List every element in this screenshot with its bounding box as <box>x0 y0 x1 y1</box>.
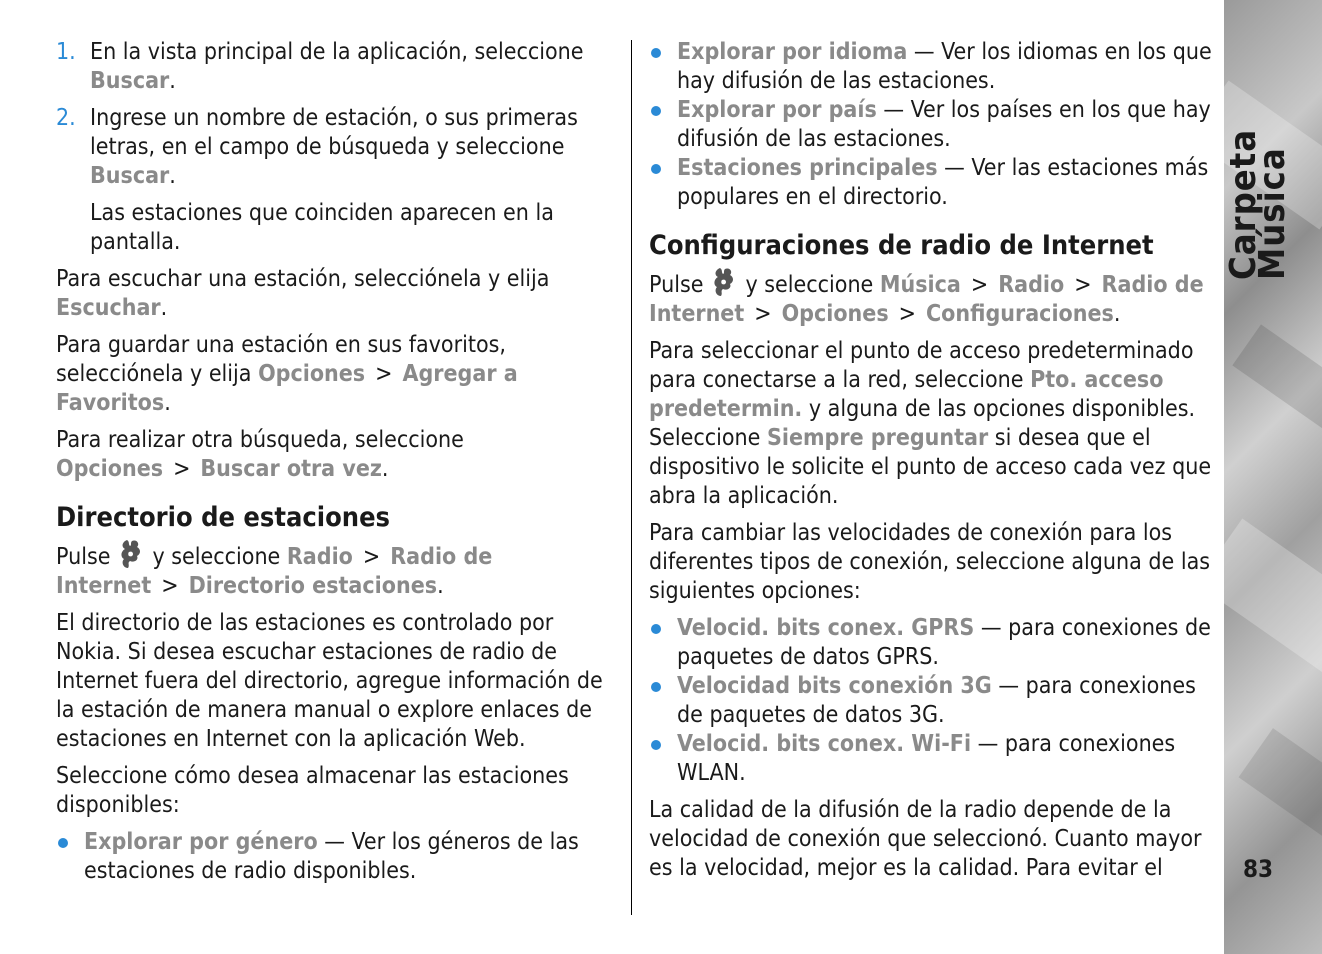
text: y alguna de las opciones disponibles. Seleccione <box>649 396 1196 451</box>
list-item <box>649 38 1212 96</box>
browse-list <box>649 38 1212 212</box>
punct: . <box>1113 301 1121 327</box>
menu-key-icon <box>118 538 144 570</box>
search-again-paragraph <box>56 426 619 484</box>
keyword: Siempre preguntar <box>766 425 989 451</box>
bullet-icon <box>651 624 661 634</box>
list-item <box>649 96 1212 154</box>
step-text: Ingrese un nombre de estación, o sus primeras letras, en el campo de búsqueda y seleccione <box>90 105 578 160</box>
decorative-shard <box>1224 518 1322 681</box>
list-item <box>649 672 1212 730</box>
keyword: Escuchar <box>56 295 161 321</box>
keyword: Música <box>879 272 961 298</box>
keyword: Velocidad bits conexión 3G <box>677 673 992 699</box>
separator: > <box>970 272 989 298</box>
keyword: Buscar otra vez <box>200 456 382 482</box>
text: Para escuchar una estación, selecciónela y elija <box>56 266 550 292</box>
text: — para conexiones WLAN. <box>677 731 1176 786</box>
list-item <box>649 614 1212 672</box>
steps-list <box>56 38 619 191</box>
punct: . <box>169 68 176 94</box>
store-paragraph: Seleccione cómo desea almacenar las estaciones disponibles: <box>56 763 569 818</box>
punct: . <box>160 295 168 321</box>
keyword: Radio <box>998 272 1065 298</box>
keyword: Pto. acceso predetermin. <box>649 367 1164 422</box>
text: — Ver los países en los que hay difusión de las estaciones. <box>677 97 1211 152</box>
access-point-paragraph <box>649 337 1212 511</box>
step-text: En la vista principal de la aplicación, seleccione <box>90 39 584 65</box>
left-column <box>56 38 619 894</box>
punct: . <box>437 573 444 599</box>
text: Para seleccionar el punto de acceso predeterminado para conectarse a la red, seleccione <box>649 338 1194 393</box>
text: — Ver los géneros de las estaciones de radio disponibles. <box>84 829 579 884</box>
keyword: Agregar a Favoritos <box>56 361 518 416</box>
step-1 <box>56 38 619 96</box>
text: — para conexiones de paquetes de datos GPRS. <box>677 615 1211 670</box>
bullet-icon <box>651 682 661 692</box>
menu-key-icon <box>711 266 737 298</box>
step-number: 2. <box>56 105 76 131</box>
column-divider <box>631 40 632 915</box>
keyword: Directorio estaciones <box>188 573 438 599</box>
list-item <box>649 154 1212 212</box>
section-heading: Configuraciones de radio de Internet <box>649 230 1154 261</box>
list-item <box>649 730 1212 788</box>
keyword: Radio de Internet <box>649 272 1204 327</box>
section-heading: Directorio de estaciones <box>56 502 391 533</box>
text: — Ver los idiomas en los que hay difusión de las estaciones. <box>677 39 1212 94</box>
decorative-shard <box>1232 324 1322 445</box>
punct: . <box>164 390 171 416</box>
keyword: Buscar <box>90 163 170 189</box>
separator: > <box>754 301 772 327</box>
keyword: Estaciones principales <box>677 155 938 181</box>
step-2 <box>56 104 619 191</box>
bullet-icon <box>58 838 68 848</box>
text: Para guardar una estación en sus favoritos, selecciónela y elija <box>56 332 506 387</box>
keyword: Radio <box>286 544 353 570</box>
text: y seleccione <box>152 544 281 570</box>
text: Pulse <box>649 272 704 298</box>
bullet-icon <box>651 740 661 750</box>
keyword: Opciones <box>258 361 366 387</box>
text: si desea que el dispositivo le solicite el punto de acceso cada vez que abra la aplicación. <box>649 425 1212 509</box>
text: Para realizar otra búsqueda, seleccione <box>56 427 464 453</box>
decorative-shard <box>1239 728 1322 852</box>
keyword: Velocid. bits conex. GPRS <box>677 615 975 641</box>
keyword: Radio de Internet <box>56 544 493 599</box>
bullet-icon <box>651 106 661 116</box>
punct: . <box>169 163 176 189</box>
save-paragraph <box>56 331 619 418</box>
speed-list <box>649 614 1212 788</box>
text: — para conexiones de paquetes de datos 3G. <box>677 673 1196 728</box>
separator: > <box>362 544 381 570</box>
keyword: Buscar <box>90 68 170 94</box>
listen-paragraph <box>56 265 619 323</box>
quality-paragraph: La calidad de la difusión de la radio depende de la velocidad de conexión que seleccionó. Cuanto mayor es la velocidad, mejor es la calidad. Para evitar el <box>649 797 1202 881</box>
punct: . <box>381 456 389 482</box>
text: y seleccione <box>745 272 874 298</box>
separator: > <box>161 573 179 599</box>
bullet-icon <box>651 48 661 58</box>
path-paragraph <box>649 266 1212 329</box>
keyword: Explorar por género <box>84 829 318 855</box>
separator: > <box>173 456 191 482</box>
directory-paragraph: El directorio de las estaciones es controlado por Nokia. Si desea escuchar estaciones de radio de Internet fuera del directorio, agregue información de la estación de manera manual o explore enlaces de estaciones en Internet con la aplicación Web. <box>56 610 603 752</box>
text: — Ver las estaciones más populares en el directorio. <box>677 155 1209 210</box>
step-2-note: Las estaciones que coinciden aparecen en la pantalla. <box>90 200 554 255</box>
keyword: Velocid. bits conex. Wi-Fi <box>677 731 972 757</box>
keyword: Explorar por país <box>677 97 877 123</box>
bullet-icon <box>651 164 661 174</box>
path-paragraph <box>56 538 619 601</box>
right-column <box>649 38 1212 891</box>
keyword: Opciones <box>781 301 889 327</box>
separator: > <box>1074 272 1092 298</box>
list-item <box>56 828 619 886</box>
chapter-title: Carpeta Música <box>1223 128 1293 280</box>
keyword: Explorar por idioma <box>677 39 908 65</box>
separator: > <box>898 301 916 327</box>
separator: > <box>375 361 393 387</box>
text: Pulse <box>56 544 111 570</box>
page-number: 83 <box>1243 855 1274 883</box>
keyword: Opciones <box>56 456 164 482</box>
speed-paragraph: Para cambiar las velocidades de conexión para los diferentes tipos de conexión, seleccione alguna de las siguientes opciones: <box>649 520 1211 604</box>
genre-list <box>56 828 619 886</box>
keyword: Configuraciones <box>925 301 1114 327</box>
step-number: 1. <box>56 39 76 65</box>
